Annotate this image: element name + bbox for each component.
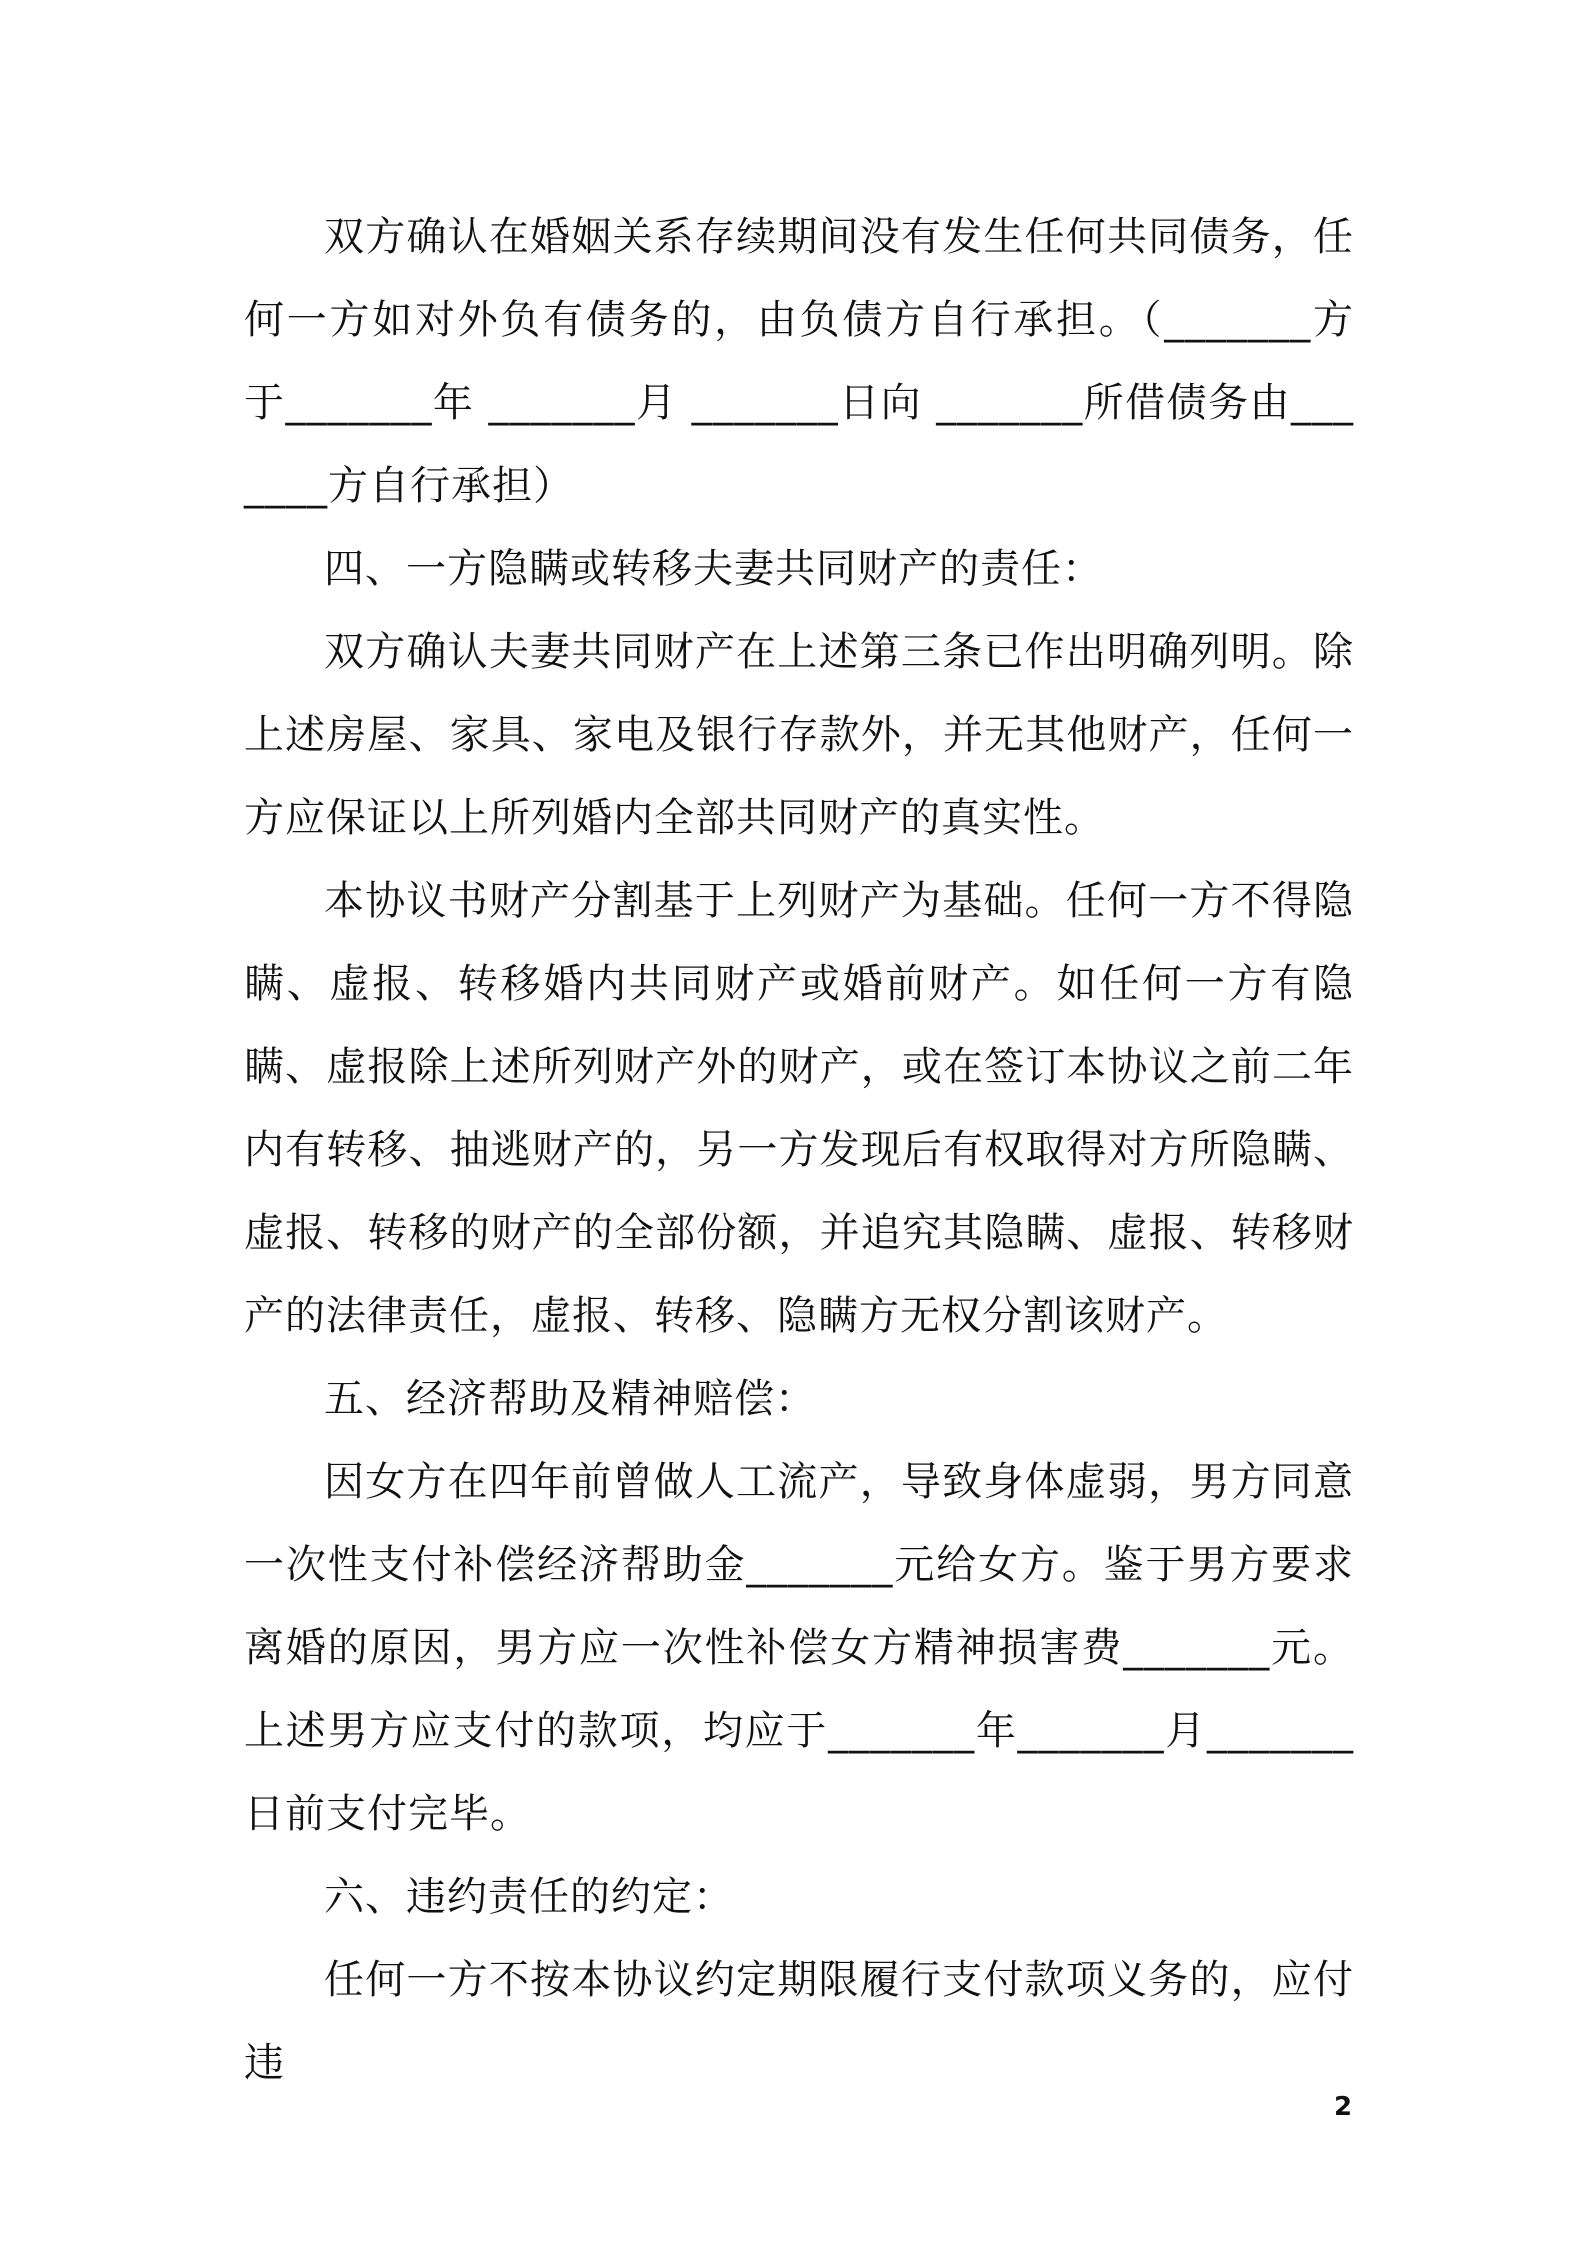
paragraph-compensation: 因女方在四年前曾做人工流产，导致身体虚弱，男方同意一次性支付补偿经济帮助金_______元给女方。鉴于男方要求离婚的原因，男方应一次性补偿女方精神损害费_______元。上述男方应支付的款项，均应于_______年_______月_______日前支付完毕。 xyxy=(244,1459,1354,1837)
section-heading-6: 六、违约责任的约定： xyxy=(324,1874,734,1920)
paragraph-joint-property: 双方确认夫妻共同财产在上述第三条已作出明确列明。除上述房屋、家具、家电及银行存款外，并无其他财产，任何一方应保证以上所列婚内全部共同财产的真实性。 xyxy=(244,629,1354,841)
paragraph-debts: 双方确认在婚姻关系存续期间没有发生任何共同债务，任何一方如对外负有债务的，由负债方自行承担。（_______方于_______年 _______月 _______日向 _______所借债务由_______方自行承担） xyxy=(244,214,1354,509)
document-body xyxy=(244,196,1354,2105)
section-heading-5: 五、经济帮助及精神赔偿： xyxy=(324,1376,816,1422)
page-number: 2 xyxy=(1334,2092,1353,2122)
paragraph-breach: 任何一方不按本协议约定期限履行支付款项义务的，应付违 xyxy=(244,1957,1354,2086)
section-heading-4: 四、一方隐瞒或转移夫妻共同财产的责任： xyxy=(324,546,1103,592)
paragraph-property-division: 本协议书财产分割基于上列财产为基础。任何一方不得隐瞒、虚报、转移婚内共同财产或婚前财产。如任何一方有隐瞒、虚报除上述所列财产外的财产，或在签订本协议之前二年内有转移、抽逃财产的，另一方发现后有权取得对方所隐瞒、虚报、转移的财产的全部份额，并追究其隐瞒、虚报、转移财产的法律责任，虚报、转移、隐瞒方无权分割该财产。 xyxy=(244,878,1354,1339)
